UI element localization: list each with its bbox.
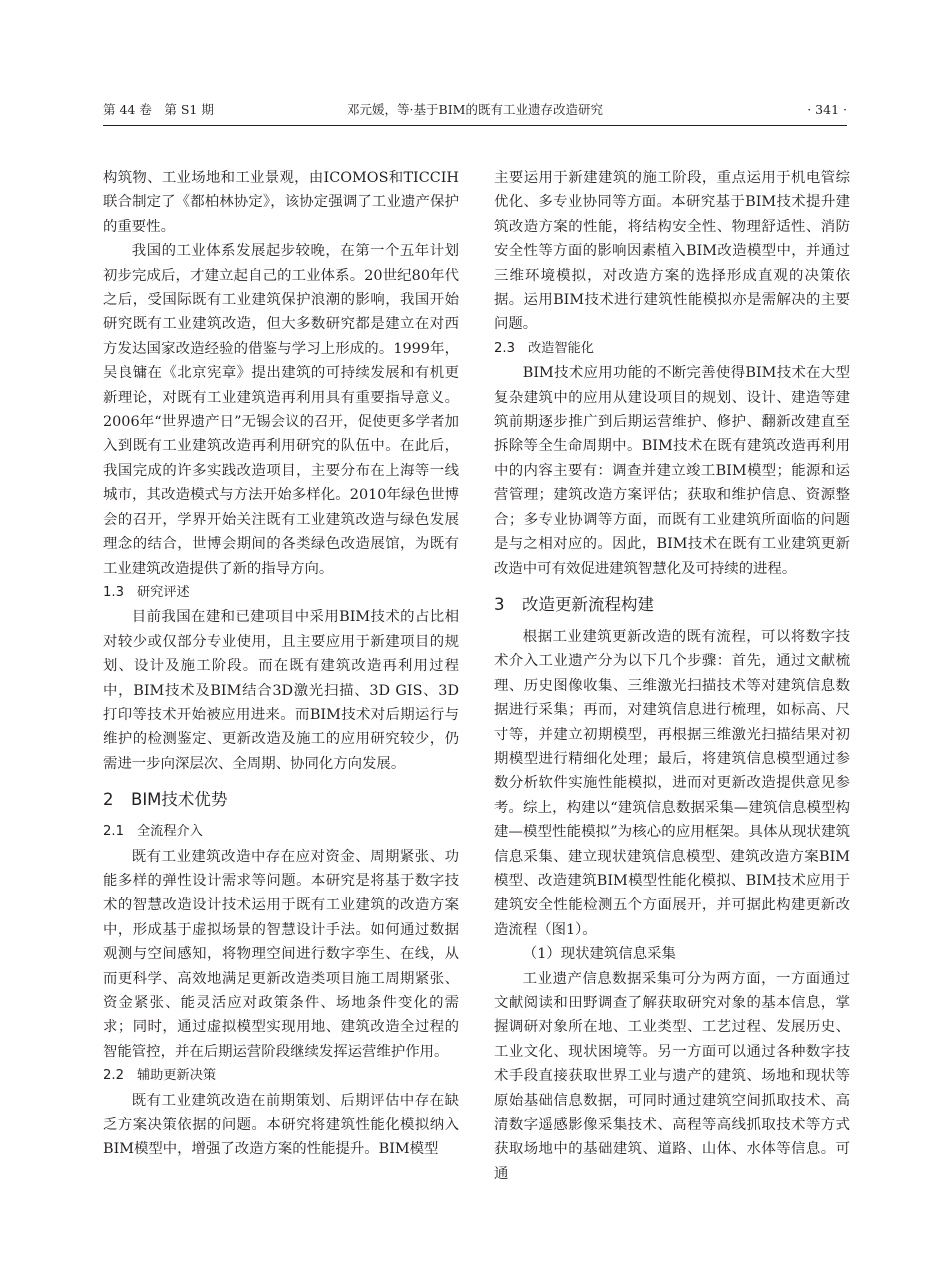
section-heading-2-2	[103, 1064, 459, 1088]
section-title: BIM技术优势	[131, 790, 228, 810]
section-number: 1.3	[103, 584, 124, 600]
right-column	[494, 166, 850, 1186]
paragraph: 主要运用于新建建筑的施工阶段，重点运用于机电管综优化、多专业协同等方面。本研究基于BIM技术提升建筑改造方案的性能，将结构安全性、物理舒适性、消防安全性等方面的影响因素植入BIM改造模型中，并通过三维环境模拟，对改造方案的选择形成直观的决策依据。运用BIM技术进行建筑性能模拟亦是需解决的主要问题。	[494, 170, 850, 333]
section-number: 2.3	[494, 340, 515, 356]
section-number: 2.1	[103, 824, 124, 840]
section-title: 改造更新流程构建	[522, 594, 654, 614]
subsection-title: （1）现状建筑信息采集	[522, 946, 676, 963]
paragraph: 我国的工业体系发展起步较晚，在第一个五年计划初步完成后，才建立起自己的工业体系。20世纪80年代之后，受国际既有工业建筑保护浪潮的影响，我国开始研究既有工业建筑改造，但大多数研究都是建立在对西方发达国家改造经验的借鉴与学习上形成的。1999年，吴良镛在《北京宪章》提出建筑的可持续发展和有机更新理论，对既有工业建筑造再利用具有重要指导意义。2006年“世界遗产日”无锡会议的召开，促使更多学者加入到既有工业建筑改造再利用研究的队伍中。在此后，我国完成的许多实践改造项目，主要分布在上海等一线城市，其改造模式与方法开始多样化。2010年绿色世博会的召开，学界开始关注既有工业建筑改造与绿色发展理念的结合，世博会期间的各类绿色改造展馆，为既有工业建筑改造提供了新的指导方向。	[103, 243, 459, 577]
left-column	[103, 166, 459, 1162]
section-heading-2-1	[103, 820, 459, 844]
paragraph: 既有工业建筑改造在前期策划、后期评估中存在缺乏方案决策依据的问题。本研究将建筑性能化模拟纳入BIM模型中，增强了改造方案的性能提升。BIM模型	[103, 1092, 459, 1158]
section-heading-1-3	[103, 581, 459, 605]
paragraph: 工业遗产信息数据采集可分为两方面，一方面通过文献阅读和田野调查了解获取研究对象的基本信息，掌握调研对象所在地、工业类型、工艺过程、发展历史、工业文化、现状困境等。另一方面可以通过各种数字技术手段直接获取世界工业与遗产的建筑、场地和现状等原始基础信息数据，可同时通过建筑空间抓取技术、高清数字遥感影像采集技术、高程等高线抓取技术等方式获取场地中的基础建筑、道路、山体、水体等信息。可通	[494, 970, 850, 1182]
running-title: 邓元媛，等·基于BIM的既有工业遗存改造研究	[347, 102, 603, 117]
section-number: 2	[103, 790, 114, 810]
paragraph: 构筑物、工业场地和工业景观，由ICOMOS和TICCIH联合制定了《都柏林协定》，该协定强调了工业遗产保护的重要性。	[103, 170, 459, 235]
section-heading-2-3	[494, 337, 850, 361]
section-number: 3	[494, 594, 505, 614]
paragraph: BIM技术应用功能的不断完善使得BIM技术在大型复杂建筑中的应用从建设项目的规划、设计、建造等建筑前期逐步推广到后期运营维护、修护、翻新改建直至拆除等全生命周期中。BIM技术在既有建筑改造再利用中的内容主要有：调查并建立竣工BIM模型；能源和运营管理；建筑改造方案评估；获取和维护信息、资源整合；多专业协调等方面，而既有工业建筑所面临的问题是与之相对应的。因此，BIM技术在既有工业建筑更新改造中可有效促进建筑智慧化及可持续的进程。	[494, 365, 850, 577]
running-header	[103, 102, 847, 126]
section-number: 2.2	[103, 1068, 124, 1084]
paragraph: 既有工业建筑改造中存在应对资金、周期紧张、功能多样的弹性设计需求等问题。本研究是将基于数字技术的智慧改造设计技术运用于既有工业建筑的改造方案中，形成基于虚拟场景的智慧设计手法。如何通过数据观测与空间感知，将物理空间进行数字孪生、在线，从而更科学、高效地满足更新改造类项目施工周期紧张、资金紧张、能灵活应对政策条件、场地条件变化的需求；同时，通过虚拟模型实现用地、建筑改造全过程的智能管控，并在后期运营阶段继续发挥运营维护作用。	[103, 848, 459, 1060]
paragraph: 目前我国在建和已建项目中采用BIM技术的占比相对较少或仅部分专业使用，且主要应用于新建项目的规划、设计及施工阶段。而在既有建筑改造再利用过程中，BIM技术及BIM结合3D激光扫描、3D GIS、3D打印等技术开始被应用进来。而BIM技术对后期运行与维护的检测鉴定、更新改造及施工的应用研究较少，仍需进一步向深层次、全周期、协同化方向发展。	[103, 609, 459, 772]
header-rule	[103, 125, 847, 126]
section-heading-2	[103, 786, 459, 814]
paragraph: 根据工业建筑更新改造的既有流程，可以将数字技术介入工业遗产分为以下几个步骤：首先，通过文献梳理、历史图像收集、三维激光扫描技术等对建筑信息数据进行采集；再而，对建筑信息进行梳理，如标高、尺寸等，并建立初期模型，再根据三维激光扫描结果对初期模型进行精细化处理；最后，将建筑信息模型通过参数分析软件实施性能模拟，进而对更新改造提供意见参考。综上，构建以“建筑信息数据采集—建筑信息模型构建—模型性能模拟”为核心的应用框架。具体从现状建筑信息采集、建立现状建筑信息模型、建筑改造方案BIM模型、改造建筑BIM模型性能化模拟、BIM技术应用于建筑安全性能检测五个方面展开，并可据此构建更新改造流程（图1）。	[494, 628, 850, 938]
journal-volume-issue: 第 44 卷 第 S1 期	[103, 102, 214, 117]
section-heading-3	[494, 591, 850, 619]
section-title: 改造智能化	[528, 340, 594, 356]
section-title: 研究评述	[137, 584, 190, 600]
section-title: 全流程介入	[137, 824, 203, 840]
page-number: · 341 ·	[807, 102, 847, 117]
section-title: 辅助更新决策	[137, 1068, 217, 1084]
